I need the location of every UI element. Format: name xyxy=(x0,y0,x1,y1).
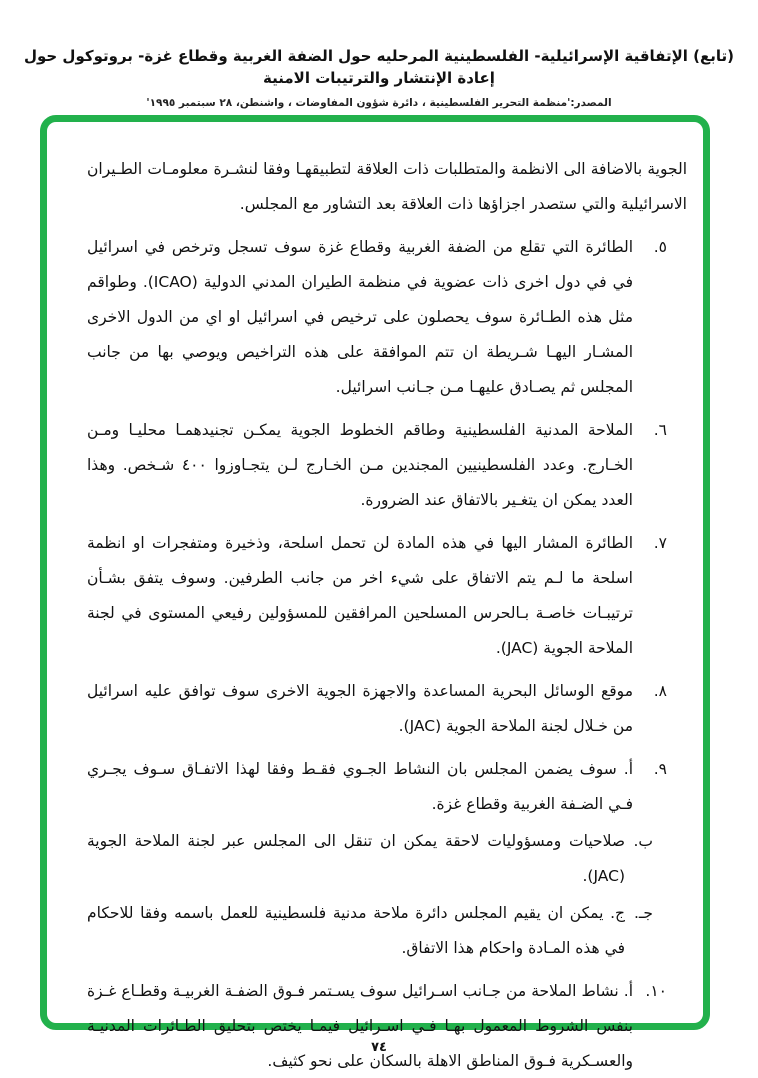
item-text: أ. سوف يضمن المجلس بان النشاط الجـوي فقـط وفقا لهذا الاتفـاق سـوف يجـري فـي الضـفة الغربية وقطاع غزة. xyxy=(87,760,633,813)
document-title: (تابع) الإتفاقية الإسرائيلية- الفلسطينية المرحليه حول الضفة الغربية وقطاع غزة- بروتوكول حول إعادة الإنتشار والترتيبات الامنية xyxy=(23,47,734,87)
subitem-marker: جـ. xyxy=(633,904,653,922)
item-number: ٩. xyxy=(653,760,667,778)
item-number: ٨. xyxy=(653,682,667,700)
item-number: ٥. xyxy=(653,238,667,256)
list-subitem-9c xyxy=(87,896,687,966)
item-number: ٧. xyxy=(653,534,667,552)
item-number: ٦. xyxy=(653,421,667,439)
item-text: موقع الوسائل البحرية المساعدة والاجهزة الجوية الاخرى سوف توافق عليه اسرائيل من خـلال لجنة الملاحة الجوية (JAC). xyxy=(87,682,633,735)
item-text: أ. نشاط الملاحة من جـانب اسـرائيل سوف يسـتمر فـوق الضفـة الغربيـة وقطـاع غـزة بنفس الشروط المعمول بهـا فـي اسـرائيل فيمـا يختص بتحليق الطـائرات المدنيـة والعسـكرية فـوق المناطق الاهلة بالسكان على نحو كثيف. xyxy=(87,982,633,1070)
item-text: الملاحة المدنية الفلسطينية وطاقم الخطوط الجوية يمكـن تجنيدهمـا محليـا ومـن الخـارج. وعدد الفلسطينيين المجندين مـن الخـارج لـن يتجـاوزوا ٤٠٠ شـخص. وهذا العدد يمكن ان يتغـير بالاتفاق عند الضرورة. xyxy=(87,421,633,509)
list-subitem-9b xyxy=(87,824,687,894)
subitem-text: ج. يمكن ان يقيم المجلس دائرة ملاحة مدنية فلسطينية للعمل باسمه وفقا للاحكام في هذه المـادة واحكام هذا الاتفاق. xyxy=(87,904,625,957)
item-text: الطائرة التي تقلع من الضفة الغربية وقطاع غزة سوف تسجل وترخص في اسرائيل في في دول اخرى ذات عضوية في منظمة الطيران المدني الدولية (ICAO). وطواقم مثل هذه الطـائرة سوف يحصلون على ترخيص في اسرائيل او اي من الدول الاخرى المشـار اليهـا شـريطة ان تتم الموافقة على هذه التراخيص ويوصي بها من جانب المجلس ثم يصـادق عليهـا مـن جـانب اسرائيل. xyxy=(87,238,633,396)
item-number: ١٠. xyxy=(645,982,667,1000)
continuation-paragraph: الجوية بالاضافة الى الانظمة والمتطلبات ذات العلاقة لتطبيقهـا وفقا لنشـرة معلومـات الطـيران الاسرائيلية والتي ستصدر اجزاؤها ذات العلاقة بعد التشاور مع المجلس. xyxy=(87,160,687,213)
page-number: ٧٤ xyxy=(371,1040,387,1055)
list-item-8 xyxy=(87,674,687,744)
list-item-6 xyxy=(87,413,687,518)
list-item-5 xyxy=(87,230,687,405)
list-item-7 xyxy=(87,526,687,666)
document-header xyxy=(8,46,750,109)
list-item-9 xyxy=(87,752,687,822)
subitem-marker: ب. xyxy=(633,832,653,850)
item-text: الطائرة المشار اليها في هذه المادة لن تحمل اسلحة، وذخيرة ومتفجرات او انظمة اسلحة ما لـم يتم الاتفاق على شيء اخر من جانب الطرفين. وسوف يتفق بشـأن ترتيبـات خاصـة بـالحرس المسلحين المرافقين للمسؤولين رفيعي المستوى في لجنة الملاحة الجوية (JAC). xyxy=(87,534,633,657)
document-source-line: المصدر:'منظمة التحرير الفلسطينية ، دائرة شؤون المفاوضات ، واشنطن، ٢٨ سبتمبر ١٩٩٥' xyxy=(146,96,612,109)
subitem-text: صلاحيات ومسؤوليات لاحقة يمكن ان تنقل الى المجلس عبر لجنة الملاحة الجوية (JAC). xyxy=(87,832,625,885)
list-item-10 xyxy=(87,974,687,1078)
